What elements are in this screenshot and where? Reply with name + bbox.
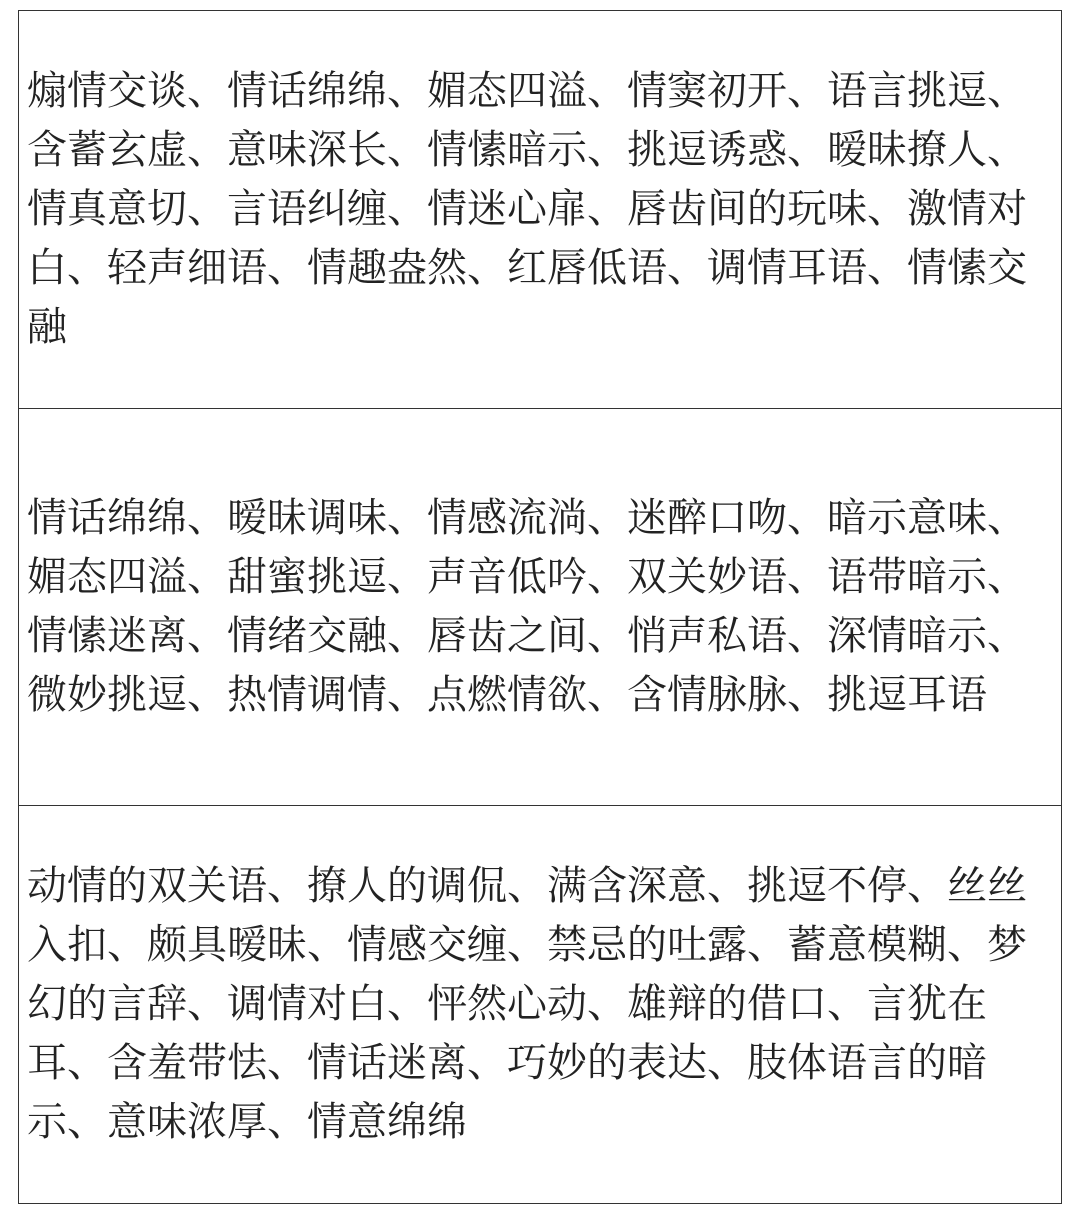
row-text: 煽情交谈、情话绵绵、媚态四溢、情窦初开、语言挑逗、含蓄玄虚、意味深长、情愫暗示、挑逗诱惑、暧昧撩人、情真意切、言语纠缠、情迷心扉、唇齿间的玩味、激情对白、轻声细语、情趣盎然、红唇低语、调情耳语、情愫交融 [27, 67, 1027, 350]
table-row [19, 11, 1061, 409]
table-row [19, 806, 1061, 1203]
row-text: 情话绵绵、暧昧调味、情感流淌、迷醉口吻、暗示意味、媚态四溢、甜蜜挑逗、声音低吟、双关妙语、语带暗示、情愫迷离、情绪交融、唇齿之间、悄声私语、深情暗示、微妙挑逗、热情调情、点燃情欲、含情脉脉、挑逗耳语 [27, 495, 1027, 718]
row-text: 动情的双关语、撩人的调侃、满含深意、挑逗不停、丝丝入扣、颇具暧昧、情感交缠、禁忌的吐露、蓄意模糊、梦幻的言辞、调情对白、怦然心动、雄辩的借口、言犹在耳、含羞带怯、情话迷离、巧妙的表达、肢体语言的暗示、意味浓厚、情意绵绵 [27, 863, 1027, 1146]
table-row [19, 409, 1061, 807]
phrase-table [18, 10, 1062, 1204]
